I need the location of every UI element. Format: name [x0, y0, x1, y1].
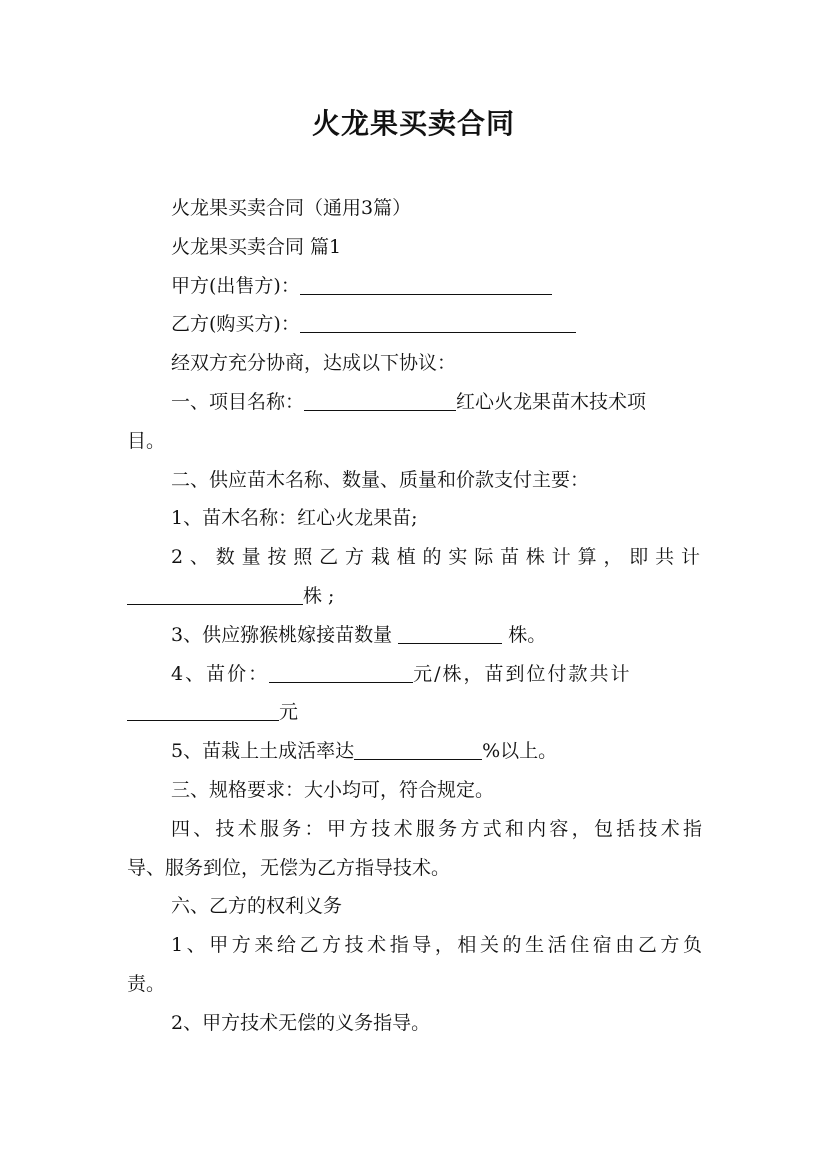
item3-line: 三、规格要求：大小均可，符合规定。 — [171, 778, 495, 801]
quantity-blank — [127, 582, 303, 605]
sub3-label: 3、供应猕猴桃嫁接苗数量 — [171, 623, 393, 646]
item4-line1: 四、技术服务：甲方技术服务方式和内容，包括技术指 — [171, 817, 702, 840]
sub1-line: 1、苗木名称：红心火龙果苗; — [171, 507, 418, 530]
party-a-label: 甲方(出售方)： — [171, 274, 300, 297]
party-b-label: 乙方(购买方)： — [171, 313, 300, 336]
sub4-label: 4、苗价： — [171, 662, 270, 685]
document-body — [127, 189, 702, 1043]
party-a-blank — [300, 272, 552, 295]
item1-line — [127, 383, 702, 422]
party-b-line — [127, 305, 702, 344]
sub3-unit: 株。 — [508, 623, 547, 646]
duty1-line2: 责。 — [127, 972, 166, 995]
project-name-blank — [304, 388, 456, 411]
agreement-line: 经双方充分协商，达成以下协议： — [171, 352, 457, 375]
duty2-line: 2、甲方技术无偿的义务指导。 — [171, 1011, 431, 1034]
graft-quantity-blank — [398, 621, 502, 644]
item6-line: 六、乙方的权利义务 — [171, 895, 343, 918]
item1-label: 一、项目名称： — [171, 390, 305, 413]
part-heading: 火龙果买卖合同 篇1 — [171, 235, 342, 258]
item2-line: 二、供应苗木名称、数量、质量和价款支付主要： — [171, 468, 590, 491]
item4-line2: 导、服务到位，无偿为乙方指导技术。 — [127, 856, 451, 879]
duty1-line1: 1、甲方来给乙方技术指导，相关的生活住宿由乙方负 — [171, 934, 702, 957]
sub2-line2 — [127, 577, 702, 616]
total-payment-blank — [127, 698, 279, 721]
sub4-unit: 元 — [279, 701, 299, 724]
sub4-line2 — [127, 693, 702, 732]
survival-rate-blank — [354, 737, 482, 760]
item1-wrap: 目。 — [127, 429, 166, 452]
sub2-unit: 株 ; — [303, 584, 335, 607]
document-title: 火龙果买卖合同 — [311, 107, 515, 140]
sub5-line — [127, 732, 702, 771]
sub2-line1: 2、数量按照乙方栽植的实际苗株计算，即共计 — [171, 546, 702, 569]
price-blank — [269, 660, 413, 683]
party-b-blank — [300, 310, 576, 333]
sub4-line1 — [127, 655, 702, 694]
sub5-unit: %以上。 — [482, 740, 558, 763]
sub3-line — [127, 616, 702, 655]
sub5-label: 5、苗栽上土成活率达 — [171, 740, 355, 763]
item1-text: 红心火龙果苗木技术项 — [456, 390, 647, 413]
sub4-text: 元/株，苗到位付款共计 — [413, 662, 632, 685]
subtitle-line: 火龙果买卖合同（通用3篇） — [171, 197, 412, 219]
party-a-line — [127, 267, 702, 306]
